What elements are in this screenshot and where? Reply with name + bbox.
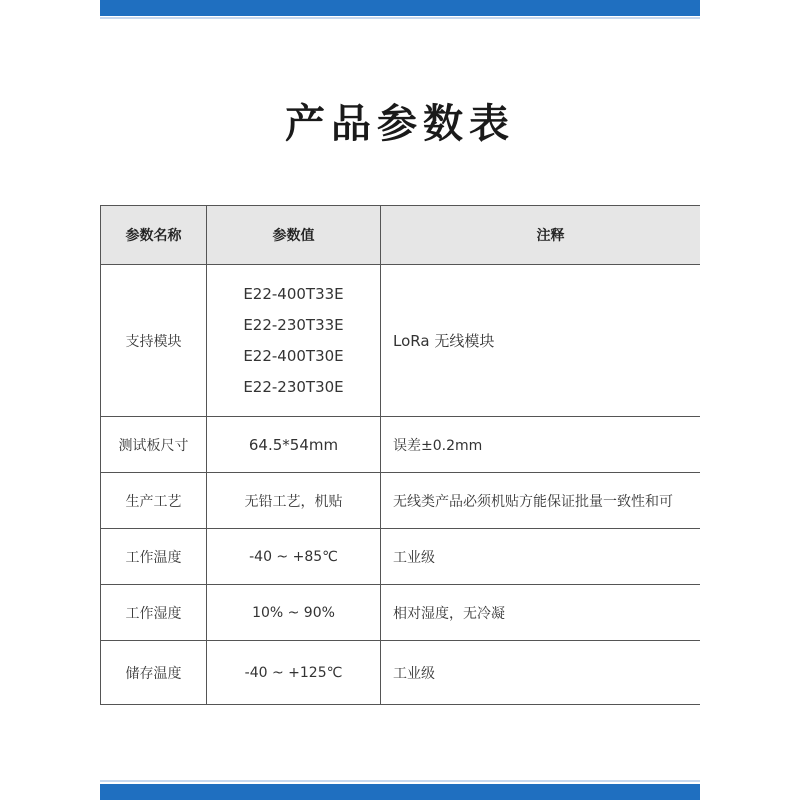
table-row	[101, 417, 701, 473]
module-model: E22-400T30E	[243, 346, 344, 365]
header-note: 注释	[381, 206, 701, 265]
module-model: E22-230T33E	[243, 315, 344, 334]
param-value-cell: -40 ~ +85℃	[207, 529, 381, 585]
param-name-cell: 测试板尺寸	[101, 417, 207, 473]
module-model: E22-230T30E	[243, 377, 344, 396]
note-cell: 工业级	[381, 641, 701, 705]
bottom-accent-line	[100, 780, 700, 782]
note-cell: 误差±0.2mm	[381, 417, 701, 473]
table-row	[101, 473, 701, 529]
top-accent-bar	[100, 0, 700, 16]
header-param-name: 参数名称	[101, 206, 207, 265]
top-accent-line	[100, 17, 700, 19]
bottom-accent-bar	[100, 784, 700, 800]
param-value-cell: 无铅工艺，机贴	[207, 473, 381, 529]
param-value-cell	[207, 265, 381, 417]
param-name-cell: 储存温度	[101, 641, 207, 705]
table-row	[101, 529, 701, 585]
param-name-cell: 工作温度	[101, 529, 207, 585]
header-param-value: 参数值	[207, 206, 381, 265]
table-header-row	[101, 206, 701, 265]
spec-sheet-page	[100, 0, 700, 800]
param-name-cell: 支持模块	[101, 265, 207, 417]
table-row	[101, 585, 701, 641]
table-row	[101, 265, 701, 417]
note-cell: 无线类产品必须机贴方能保证批量一致性和可	[381, 473, 701, 529]
param-name-cell: 生产工艺	[101, 473, 207, 529]
note-cell: 工业级	[381, 529, 701, 585]
note-cell: LoRa 无线模块	[381, 265, 701, 417]
page-title: 产品参数表	[285, 101, 515, 147]
param-value-cell: 64.5*54mm	[207, 417, 381, 473]
module-model: E22-400T33E	[243, 284, 344, 303]
table-row	[101, 641, 701, 705]
param-name-cell: 工作湿度	[101, 585, 207, 641]
note-cell: 相对湿度，无冷凝	[381, 585, 701, 641]
param-value-cell: 10% ~ 90%	[207, 585, 381, 641]
param-value-cell: -40 ~ +125℃	[207, 641, 381, 705]
parameter-table	[100, 205, 700, 705]
